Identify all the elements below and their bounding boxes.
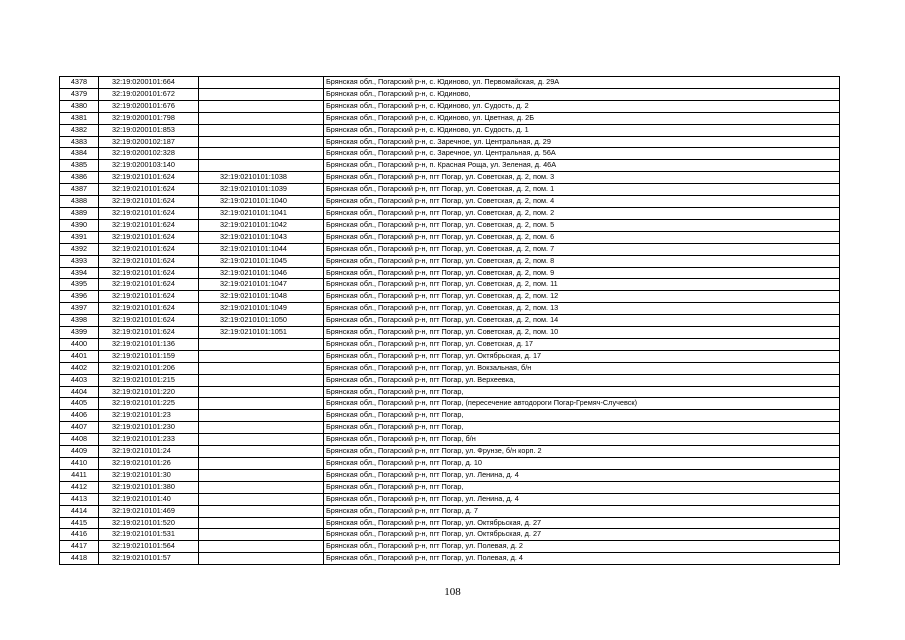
premises-cadastral-number-cell — [199, 160, 324, 172]
row-number-cell: 4405 — [60, 398, 99, 410]
row-number-cell: 4403 — [60, 374, 99, 386]
table-row — [60, 469, 840, 481]
cadastral-number-cell: 32:19:0210101:624 — [99, 327, 199, 339]
address-cell: Брянская обл., Погарский р-н, пгт Погар, ул. Октябрьская, д. 27 — [324, 517, 840, 529]
cadastral-number-cell: 32:19:0210101:531 — [99, 529, 199, 541]
cadastral-number-cell: 32:19:0200101:672 — [99, 88, 199, 100]
premises-cadastral-number-cell: 32:19:0210101:1040 — [199, 196, 324, 208]
address-cell: Брянская обл., Погарский р-н, пгт Погар, ул. Октябрьская, д. 27 — [324, 529, 840, 541]
premises-cadastral-number-cell: 32:19:0210101:1048 — [199, 291, 324, 303]
premises-cadastral-number-cell — [199, 481, 324, 493]
row-number-cell: 4408 — [60, 434, 99, 446]
table-row — [60, 386, 840, 398]
cadastral-number-cell: 32:19:0200101:853 — [99, 124, 199, 136]
premises-cadastral-number-cell: 32:19:0210101:1038 — [199, 172, 324, 184]
cadastral-number-cell: 32:19:0210101:220 — [99, 386, 199, 398]
table-row — [60, 541, 840, 553]
table-row — [60, 219, 840, 231]
address-cell: Брянская обл., Погарский р-н, пгт Погар, ул. Ленина, д. 4 — [324, 469, 840, 481]
table-row — [60, 207, 840, 219]
table-row — [60, 410, 840, 422]
row-number-cell: 4385 — [60, 160, 99, 172]
cadastral-number-cell: 32:19:0200103:140 — [99, 160, 199, 172]
row-number-cell: 4414 — [60, 505, 99, 517]
address-cell: Брянская обл., Погарский р-н, пгт Погар, ул. Фрунзе, б/н корп. 2 — [324, 446, 840, 458]
address-cell: Брянская обл., Погарский р-н, пгт Погар, ул. Советская, д. 2, пом. 13 — [324, 303, 840, 315]
address-cell: Брянская обл., Погарский р-н, с. Юдиново, ул. Судость, д. 1 — [324, 124, 840, 136]
cadastral-number-cell: 32:19:0200102:328 — [99, 148, 199, 160]
cadastral-number-cell: 32:19:0210101:564 — [99, 541, 199, 553]
address-cell: Брянская обл., Погарский р-н, пгт Погар, д. 10 — [324, 458, 840, 470]
premises-cadastral-number-cell — [199, 505, 324, 517]
premises-cadastral-number-cell — [199, 350, 324, 362]
address-cell: Брянская обл., Погарский р-н, пгт Погар, ул. Советская, д. 2, пом. 6 — [324, 231, 840, 243]
table-row — [60, 434, 840, 446]
premises-cadastral-number-cell — [199, 541, 324, 553]
row-number-cell: 4413 — [60, 493, 99, 505]
premises-cadastral-number-cell: 32:19:0210101:1042 — [199, 219, 324, 231]
premises-cadastral-number-cell — [199, 148, 324, 160]
table-row — [60, 553, 840, 565]
address-cell: Брянская обл., Погарский р-н, с. Юдиново, ул. Первомайская, д. 29А — [324, 77, 840, 89]
cadastral-number-cell: 32:19:0210101:624 — [99, 172, 199, 184]
table-row — [60, 160, 840, 172]
row-number-cell: 4410 — [60, 458, 99, 470]
address-cell: Брянская обл., Погарский р-н, пгт Погар, — [324, 422, 840, 434]
premises-cadastral-number-cell — [199, 338, 324, 350]
address-cell: Брянская обл., Погарский р-н, пгт Погар, ул. Полевая, д. 2 — [324, 541, 840, 553]
table-row — [60, 338, 840, 350]
premises-cadastral-number-cell: 32:19:0210101:1047 — [199, 279, 324, 291]
table-row — [60, 196, 840, 208]
table-row — [60, 505, 840, 517]
row-number-cell: 4401 — [60, 350, 99, 362]
premises-cadastral-number-cell — [199, 469, 324, 481]
table-row — [60, 529, 840, 541]
row-number-cell: 4391 — [60, 231, 99, 243]
address-cell: Брянская обл., Погарский р-н, пгт Погар, д. 7 — [324, 505, 840, 517]
table-row — [60, 481, 840, 493]
row-number-cell: 4393 — [60, 255, 99, 267]
row-number-cell: 4380 — [60, 100, 99, 112]
address-cell: Брянская обл., Погарский р-н, пгт Погар, б/н — [324, 434, 840, 446]
premises-cadastral-number-cell — [199, 493, 324, 505]
premises-cadastral-number-cell: 32:19:0210101:1050 — [199, 315, 324, 327]
premises-cadastral-number-cell — [199, 124, 324, 136]
address-cell: Брянская обл., Погарский р-н, пгт Погар, — [324, 481, 840, 493]
address-cell: Брянская обл., Погарский р-н, пгт Погар, ул. Советская, д. 2, пом. 5 — [324, 219, 840, 231]
row-number-cell: 4384 — [60, 148, 99, 160]
cadastral-number-cell: 32:19:0210101:624 — [99, 184, 199, 196]
page-number: 108 — [444, 586, 461, 598]
row-number-cell: 4415 — [60, 517, 99, 529]
premises-cadastral-number-cell — [199, 422, 324, 434]
row-number-cell: 4397 — [60, 303, 99, 315]
row-number-cell: 4409 — [60, 446, 99, 458]
premises-cadastral-number-cell — [199, 398, 324, 410]
address-cell: Брянская обл., Погарский р-н, с. Юдиново, ул. Цветная, д. 2Б — [324, 112, 840, 124]
cadastral-number-cell: 32:19:0210101:624 — [99, 303, 199, 315]
table-row — [60, 231, 840, 243]
cadastral-number-cell: 32:19:0210101:520 — [99, 517, 199, 529]
address-cell: Брянская обл., Погарский р-н, пгт Погар, ул. Советская, д. 2, пом. 3 — [324, 172, 840, 184]
cadastral-number-cell: 32:19:0210101:233 — [99, 434, 199, 446]
premises-cadastral-number-cell: 32:19:0210101:1049 — [199, 303, 324, 315]
table-row — [60, 172, 840, 184]
property-register-table — [59, 76, 840, 565]
address-cell: Брянская обл., Погарский р-н, п. Красная Роща, ул. Зеленая, д. 46А — [324, 160, 840, 172]
table-row — [60, 112, 840, 124]
premises-cadastral-number-cell — [199, 112, 324, 124]
table-row — [60, 398, 840, 410]
premises-cadastral-number-cell — [199, 386, 324, 398]
cadastral-number-cell: 32:19:0210101:206 — [99, 362, 199, 374]
cadastral-number-cell: 32:19:0210101:26 — [99, 458, 199, 470]
address-cell: Брянская обл., Погарский р-н, пгт Погар, — [324, 386, 840, 398]
table-row — [60, 124, 840, 136]
premises-cadastral-number-cell — [199, 529, 324, 541]
premises-cadastral-number-cell: 32:19:0210101:1043 — [199, 231, 324, 243]
premises-cadastral-number-cell — [199, 77, 324, 89]
address-cell: Брянская обл., Погарский р-н, пгт Погар, ул. Советская, д. 2, пом. 8 — [324, 255, 840, 267]
table-row — [60, 255, 840, 267]
address-cell: Брянская обл., Погарский р-н, пгт Погар, ул. Советская, д. 2, пом. 14 — [324, 315, 840, 327]
premises-cadastral-number-cell — [199, 100, 324, 112]
address-cell: Брянская обл., Погарский р-н, пгт Погар, ул. Советская, д. 2, пом. 12 — [324, 291, 840, 303]
row-number-cell: 4387 — [60, 184, 99, 196]
row-number-cell: 4412 — [60, 481, 99, 493]
row-number-cell: 4407 — [60, 422, 99, 434]
table-row — [60, 184, 840, 196]
premises-cadastral-number-cell — [199, 88, 324, 100]
cadastral-number-cell: 32:19:0200101:798 — [99, 112, 199, 124]
table-row — [60, 279, 840, 291]
table-row — [60, 148, 840, 160]
cadastral-number-cell: 32:19:0200102:187 — [99, 136, 199, 148]
address-cell: Брянская обл., Погарский р-н, с. Заречное, ул. Центральная, д. 29 — [324, 136, 840, 148]
table-row — [60, 136, 840, 148]
row-number-cell: 4394 — [60, 267, 99, 279]
table-row — [60, 493, 840, 505]
table-row — [60, 327, 840, 339]
address-cell: Брянская обл., Погарский р-н, с. Юдиново, ул. Судость, д. 2 — [324, 100, 840, 112]
cadastral-number-cell: 32:19:0210101:624 — [99, 196, 199, 208]
address-cell: Брянская обл., Погарский р-н, пгт Погар, ул. Советская, д. 2, пом. 4 — [324, 196, 840, 208]
cadastral-number-cell: 32:19:0210101:624 — [99, 219, 199, 231]
cadastral-number-cell: 32:19:0210101:24 — [99, 446, 199, 458]
table-row — [60, 374, 840, 386]
cadastral-number-cell: 32:19:0210101:230 — [99, 422, 199, 434]
address-cell: Брянская обл., Погарский р-н, с. Заречное, ул. Центральная, д. 56А — [324, 148, 840, 160]
address-cell: Брянская обл., Погарский р-н, пгт Погар, ул. Советская, д. 2, пом. 2 — [324, 207, 840, 219]
row-number-cell: 4388 — [60, 196, 99, 208]
premises-cadastral-number-cell — [199, 553, 324, 565]
register-table-body — [60, 77, 840, 565]
row-number-cell: 4379 — [60, 88, 99, 100]
premises-cadastral-number-cell — [199, 434, 324, 446]
row-number-cell: 4378 — [60, 77, 99, 89]
cadastral-number-cell: 32:19:0210101:624 — [99, 315, 199, 327]
cadastral-number-cell: 32:19:0210101:624 — [99, 207, 199, 219]
row-number-cell: 4399 — [60, 327, 99, 339]
row-number-cell: 4418 — [60, 553, 99, 565]
premises-cadastral-number-cell: 32:19:0210101:1041 — [199, 207, 324, 219]
cadastral-number-cell: 32:19:0210101:215 — [99, 374, 199, 386]
premises-cadastral-number-cell: 32:19:0210101:1046 — [199, 267, 324, 279]
premises-cadastral-number-cell — [199, 446, 324, 458]
row-number-cell: 4406 — [60, 410, 99, 422]
address-cell: Брянская обл., Погарский р-н, пгт Погар, ул. Вокзальная, б/н — [324, 362, 840, 374]
table-row — [60, 315, 840, 327]
cadastral-number-cell: 32:19:0210101:624 — [99, 291, 199, 303]
cadastral-number-cell: 32:19:0210101:624 — [99, 231, 199, 243]
address-cell: Брянская обл., Погарский р-н, пгт Погар, ул. Советская, д. 2, пом. 10 — [324, 327, 840, 339]
table-row — [60, 77, 840, 89]
row-number-cell: 4416 — [60, 529, 99, 541]
cadastral-number-cell: 32:19:0200101:676 — [99, 100, 199, 112]
premises-cadastral-number-cell: 32:19:0210101:1044 — [199, 243, 324, 255]
table-row — [60, 243, 840, 255]
row-number-cell: 4383 — [60, 136, 99, 148]
table-row — [60, 100, 840, 112]
table-row — [60, 458, 840, 470]
table-row — [60, 267, 840, 279]
row-number-cell: 4389 — [60, 207, 99, 219]
table-row — [60, 422, 840, 434]
row-number-cell: 4404 — [60, 386, 99, 398]
row-number-cell: 4402 — [60, 362, 99, 374]
cadastral-number-cell: 32:19:0210101:57 — [99, 553, 199, 565]
cadastral-number-cell: 32:19:0210101:624 — [99, 279, 199, 291]
premises-cadastral-number-cell — [199, 136, 324, 148]
address-cell: Брянская обл., Погарский р-н, пгт Погар, ул. Советская, д. 2, пом. 11 — [324, 279, 840, 291]
premises-cadastral-number-cell — [199, 362, 324, 374]
row-number-cell: 4398 — [60, 315, 99, 327]
address-cell: Брянская обл., Погарский р-н, пгт Погар, ул. Верхеевка, — [324, 374, 840, 386]
premises-cadastral-number-cell — [199, 517, 324, 529]
row-number-cell: 4390 — [60, 219, 99, 231]
cadastral-number-cell: 32:19:0200101:664 — [99, 77, 199, 89]
row-number-cell: 4417 — [60, 541, 99, 553]
cadastral-number-cell: 32:19:0210101:30 — [99, 469, 199, 481]
address-cell: Брянская обл., Погарский р-н, с. Юдиново, — [324, 88, 840, 100]
address-cell: Брянская обл., Погарский р-н, пгт Погар, ул. Советская, д. 2, пом. 7 — [324, 243, 840, 255]
address-cell: Брянская обл., Погарский р-н, пгт Погар, ул. Октябрьская, д. 17 — [324, 350, 840, 362]
table-row — [60, 517, 840, 529]
address-cell: Брянская обл., Погарский р-н, пгт Погар, (пересечение автодороги Погар-Гремяч-Случевск) — [324, 398, 840, 410]
cadastral-number-cell: 32:19:0210101:159 — [99, 350, 199, 362]
cadastral-number-cell: 32:19:0210101:469 — [99, 505, 199, 517]
address-cell: Брянская обл., Погарский р-н, пгт Погар, ул. Советская, д. 17 — [324, 338, 840, 350]
row-number-cell: 4386 — [60, 172, 99, 184]
row-number-cell: 4381 — [60, 112, 99, 124]
row-number-cell: 4382 — [60, 124, 99, 136]
table-row — [60, 350, 840, 362]
address-cell: Брянская обл., Погарский р-н, пгт Погар, ул. Полевая, д. 4 — [324, 553, 840, 565]
cadastral-number-cell: 32:19:0210101:380 — [99, 481, 199, 493]
address-cell: Брянская обл., Погарский р-н, пгт Погар, — [324, 410, 840, 422]
table-row — [60, 362, 840, 374]
premises-cadastral-number-cell — [199, 458, 324, 470]
table-row — [60, 88, 840, 100]
row-number-cell: 4396 — [60, 291, 99, 303]
address-cell: Брянская обл., Погарский р-н, пгт Погар, ул. Советская, д. 2, пом. 1 — [324, 184, 840, 196]
premises-cadastral-number-cell: 32:19:0210101:1045 — [199, 255, 324, 267]
cadastral-number-cell: 32:19:0210101:136 — [99, 338, 199, 350]
row-number-cell: 4392 — [60, 243, 99, 255]
premises-cadastral-number-cell: 32:19:0210101:1051 — [199, 327, 324, 339]
premises-cadastral-number-cell: 32:19:0210101:1039 — [199, 184, 324, 196]
address-cell: Брянская обл., Погарский р-н, пгт Погар, ул. Ленина, д. 4 — [324, 493, 840, 505]
table-row — [60, 446, 840, 458]
row-number-cell: 4395 — [60, 279, 99, 291]
address-cell: Брянская обл., Погарский р-н, пгт Погар, ул. Советская, д. 2, пом. 9 — [324, 267, 840, 279]
cadastral-number-cell: 32:19:0210101:624 — [99, 255, 199, 267]
row-number-cell: 4400 — [60, 338, 99, 350]
cadastral-number-cell: 32:19:0210101:23 — [99, 410, 199, 422]
table-row — [60, 291, 840, 303]
premises-cadastral-number-cell — [199, 374, 324, 386]
cadastral-number-cell: 32:19:0210101:624 — [99, 243, 199, 255]
row-number-cell: 4411 — [60, 469, 99, 481]
premises-cadastral-number-cell — [199, 410, 324, 422]
cadastral-number-cell: 32:19:0210101:40 — [99, 493, 199, 505]
cadastral-number-cell: 32:19:0210101:225 — [99, 398, 199, 410]
table-row — [60, 303, 840, 315]
cadastral-number-cell: 32:19:0210101:624 — [99, 267, 199, 279]
